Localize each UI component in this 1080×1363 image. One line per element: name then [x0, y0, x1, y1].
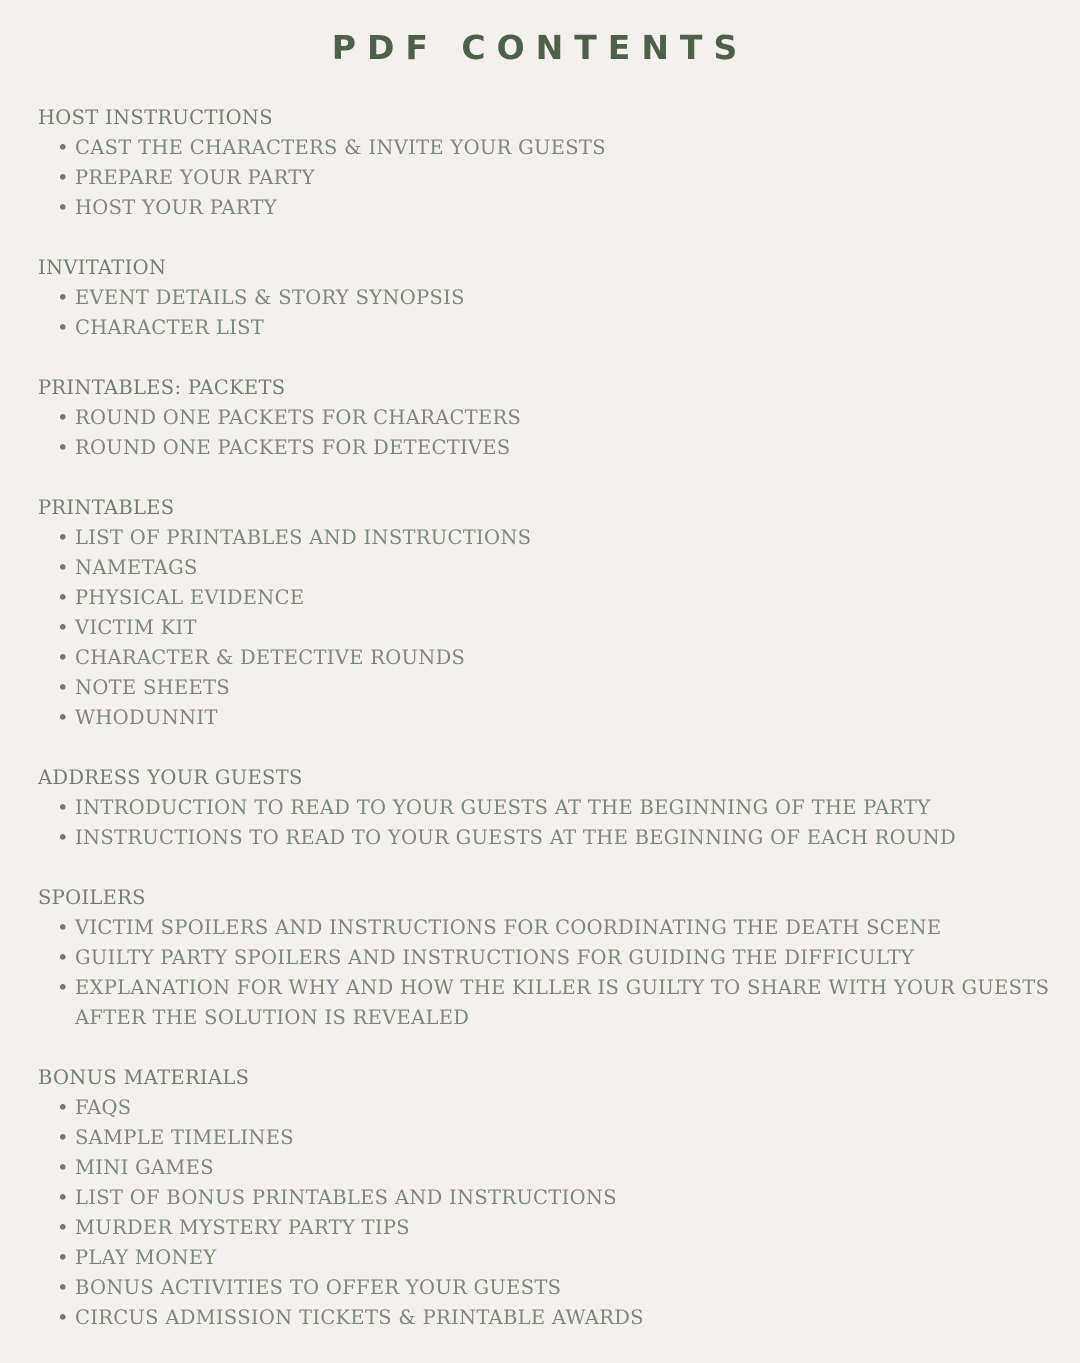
section-heading: INVITATION: [38, 256, 167, 279]
bullet-icon: •: [57, 796, 69, 819]
list-item-text: PREPARE YOUR PARTY: [75, 166, 315, 189]
list-item-text: CHARACTER LIST: [75, 316, 265, 339]
list-item: [38, 553, 1058, 583]
list-item: [38, 1093, 1058, 1123]
contents-section: [38, 103, 1058, 223]
bullet-icon: •: [57, 916, 69, 939]
contents-section: [38, 493, 1058, 733]
list-item: [38, 133, 1058, 163]
list-item: [38, 1213, 1058, 1243]
bullet-icon: •: [57, 1216, 69, 1239]
list-item: [38, 163, 1058, 193]
section-heading: PRINTABLES: [38, 496, 175, 519]
list-item: [38, 1303, 1058, 1333]
bullet-icon: •: [57, 826, 69, 849]
bullet-icon: •: [57, 316, 69, 339]
list-item: [38, 403, 1058, 433]
contents-section: [38, 253, 1058, 343]
bullet-icon: •: [57, 1156, 69, 1179]
list-item-text: MINI GAMES: [75, 1156, 214, 1179]
list-item: [38, 1273, 1058, 1303]
bullet-icon: •: [57, 616, 69, 639]
bullet-icon: •: [57, 136, 69, 159]
bullet-icon: •: [57, 436, 69, 459]
bullet-icon: •: [57, 1306, 69, 1329]
list-item: [38, 973, 1058, 1033]
bullet-icon: •: [57, 1246, 69, 1269]
list-item-text: ROUND ONE PACKETS FOR DETECTIVES: [75, 436, 511, 459]
list-item: [38, 643, 1058, 673]
list-item-text: VICTIM KIT: [75, 616, 197, 639]
section-item-list: [38, 913, 1058, 1033]
bullet-icon: •: [57, 976, 69, 999]
section-heading: HOST INSTRUCTIONS: [38, 106, 273, 129]
section-item-list: [38, 793, 1058, 853]
list-item: [38, 433, 1058, 463]
list-item-text: WHODUNNIT: [75, 706, 218, 729]
list-item-text: PLAY MONEY: [75, 1246, 217, 1269]
list-item-text: CIRCUS ADMISSION TICKETS & PRINTABLE AWARDS: [75, 1306, 644, 1329]
list-item: [38, 583, 1058, 613]
bullet-icon: •: [57, 1186, 69, 1209]
bullet-icon: •: [57, 196, 69, 219]
bullet-icon: •: [57, 1096, 69, 1119]
list-item-text: INSTRUCTIONS TO READ TO YOUR GUESTS AT THE BEGINNING OF EACH ROUND: [75, 826, 956, 849]
bullet-icon: •: [57, 586, 69, 609]
contents-section: [38, 373, 1058, 463]
bullet-icon: •: [57, 646, 69, 669]
list-item-text: LIST OF PRINTABLES AND INSTRUCTIONS: [75, 526, 532, 549]
list-item: [38, 1183, 1058, 1213]
section-heading: SPOILERS: [38, 886, 146, 909]
bullet-icon: •: [57, 1276, 69, 1299]
list-item-text: INTRODUCTION TO READ TO YOUR GUESTS AT THE BEGINNING OF THE PARTY: [75, 796, 931, 819]
list-item: [38, 193, 1058, 223]
list-item-text: EVENT DETAILS & STORY SYNOPSIS: [75, 286, 465, 309]
bullet-icon: •: [57, 946, 69, 969]
list-item-text: BONUS ACTIVITIES TO OFFER YOUR GUESTS: [75, 1276, 562, 1299]
bullet-icon: •: [57, 676, 69, 699]
section-item-list: [38, 1093, 1058, 1333]
list-item: [38, 613, 1058, 643]
contents-section: [38, 1063, 1058, 1333]
bullet-icon: •: [57, 706, 69, 729]
bullet-icon: •: [57, 1126, 69, 1149]
section-item-list: [38, 283, 1058, 343]
list-item: [38, 1123, 1058, 1153]
page-title: PDF CONTENTS: [331, 28, 749, 67]
list-item: [38, 943, 1058, 973]
list-item-text: FAQS: [75, 1096, 132, 1119]
list-item-text: MURDER MYSTERY PARTY TIPS: [75, 1216, 410, 1239]
section-item-list: [38, 403, 1058, 463]
bullet-icon: •: [57, 556, 69, 579]
list-item: [38, 283, 1058, 313]
list-item-text: NOTE SHEETS: [75, 676, 230, 699]
list-item: [38, 913, 1058, 943]
bullet-icon: •: [57, 286, 69, 309]
list-item: [38, 673, 1058, 703]
bullet-icon: •: [57, 526, 69, 549]
section-item-list: [38, 133, 1058, 223]
bullet-icon: •: [57, 166, 69, 189]
list-item-text: NAMETAGS: [75, 556, 198, 579]
section-heading: PRINTABLES: PACKETS: [38, 376, 286, 399]
section-heading: ADDRESS YOUR GUESTS: [38, 766, 303, 789]
list-item: [38, 313, 1058, 343]
list-item: [38, 1153, 1058, 1183]
bullet-icon: •: [57, 406, 69, 429]
list-item: [38, 703, 1058, 733]
contents-section: [38, 883, 1058, 1033]
list-item: [38, 1243, 1058, 1273]
list-item: [38, 823, 1058, 853]
list-item: [38, 523, 1058, 553]
list-item-text: EXPLANATION FOR WHY AND HOW THE KILLER IS GUILTY TO SHARE WITH YOUR GUESTS AFTER THE SOLUTION IS REVEALED: [75, 976, 1050, 1029]
list-item-text: CHARACTER & DETECTIVE ROUNDS: [75, 646, 466, 669]
list-item-text: PHYSICAL EVIDENCE: [75, 586, 305, 609]
list-item: [38, 793, 1058, 823]
list-item-text: SAMPLE TIMELINES: [75, 1126, 294, 1149]
list-item-text: LIST OF BONUS PRINTABLES AND INSTRUCTIONS: [75, 1186, 617, 1209]
list-item-text: ROUND ONE PACKETS FOR CHARACTERS: [75, 406, 522, 429]
section-heading: BONUS MATERIALS: [38, 1066, 250, 1089]
list-item-text: VICTIM SPOILERS AND INSTRUCTIONS FOR COORDINATING THE DEATH SCENE: [75, 916, 942, 939]
list-item-text: HOST YOUR PARTY: [75, 196, 277, 219]
contents-section: [38, 763, 1058, 853]
list-item-text: CAST THE CHARACTERS & INVITE YOUR GUESTS: [75, 136, 606, 159]
section-item-list: [38, 523, 1058, 733]
contents-list: [38, 103, 1058, 1363]
list-item-text: GUILTY PARTY SPOILERS AND INSTRUCTIONS FOR GUIDING THE DIFFICULTY: [75, 946, 914, 969]
